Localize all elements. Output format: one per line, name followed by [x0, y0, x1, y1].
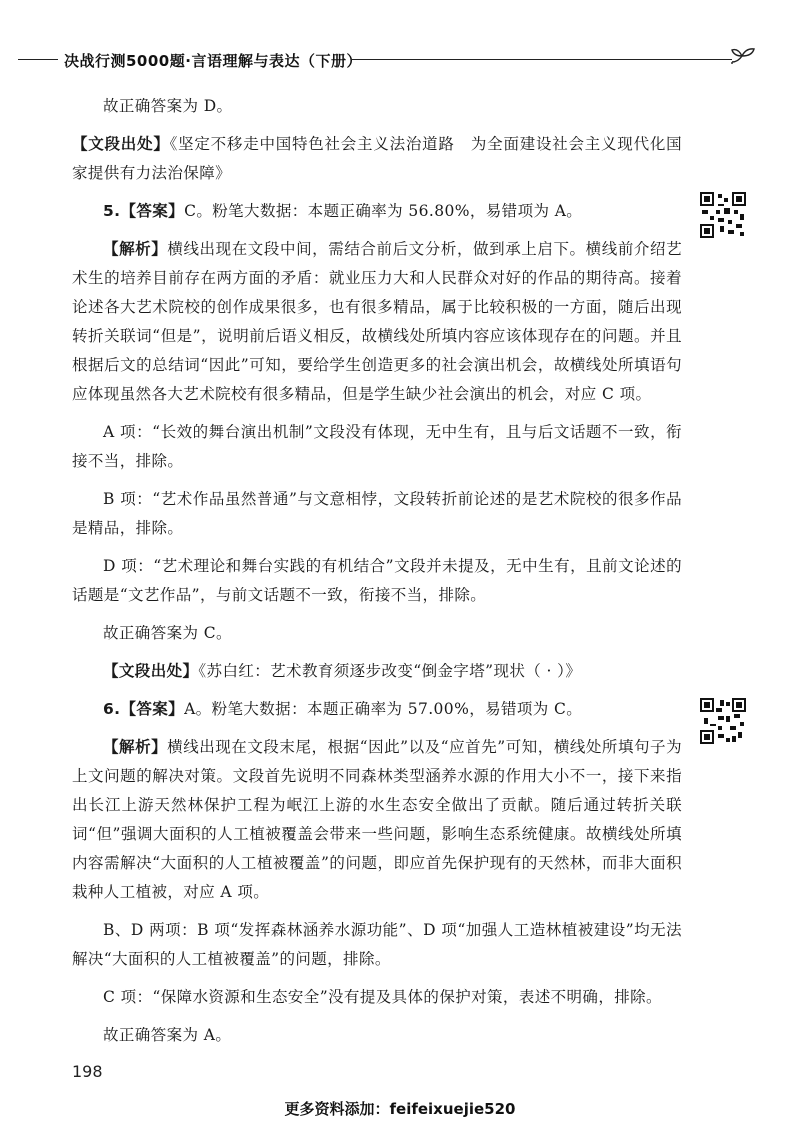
paragraph-text: A。粉笔大数据：本题正确率为 57.00%，易错项为 C。: [184, 700, 583, 718]
paragraph: [72, 733, 682, 907]
paragraph: [72, 657, 682, 686]
paragraph: [72, 1021, 682, 1050]
page-header: [0, 48, 800, 72]
paragraph: [72, 983, 682, 1012]
paragraph-text: 《坚定不移走中国特色社会主义法治道路 为全面建设社会主义现代化国家提供有力法治保障》: [72, 135, 682, 182]
page-body: [72, 92, 682, 1059]
paragraph: [72, 485, 682, 543]
paragraph-text: C 项：“保障水资源和生态安全”没有提及具体的保护对策，表述不明确，排除。: [103, 988, 662, 1006]
sprout-icon: [728, 42, 756, 70]
qr-code-icon[interactable]: [700, 698, 746, 744]
section-tag: 5.【答案】: [103, 202, 185, 220]
paragraph-text: A 项：“长效的舞台演出机制”文段没有体现，无中生有，且与后文话题不一致，衔接不当，排除。: [72, 423, 682, 470]
paragraph-text: 横线出现在文段中间，需结合前后文分析，做到承上启下。横线前介绍艺术生的培养目前存在两方面的矛盾：就业压力大和人民群众对好的作品的期待高。接着论述各大艺术院校的创作成果很多，也有很多精品，属于比较积极的一方面，随后出现转折关联词“但是”，说明前后语义相反，故横线处所填内容应该体现存在的问题。并且根据后文的总结词“因此”可知，要给学生创造更多的社会演出机会，故横线处所填语句应体现虽然各大艺术院校有很多精品，但是学生缺少社会演出的机会，对应 C 项。: [72, 240, 682, 403]
paragraph-text: 《苏白红：艺术教育须逐步改变“倒金字塔”现状（ · ）》: [198, 662, 582, 680]
paragraph: [72, 552, 682, 610]
section-tag: 6.【答案】: [103, 700, 185, 718]
paragraph: [72, 92, 682, 121]
paragraph-text: C。粉笔大数据：本题正确率为 56.80%，易错项为 A。: [184, 202, 583, 220]
paragraph-text: 故正确答案为 D。: [103, 97, 233, 115]
paragraph-text: D 项：“艺术理论和舞台实践的有机结合”文段并未提及，无中生有，且前文论述的话题是“文艺作品”，与前文话题不一致，衔接不当，排除。: [72, 557, 682, 604]
section-tag: 【解析】: [103, 240, 168, 258]
page-number: 198: [72, 1062, 103, 1081]
paragraph: [72, 130, 682, 188]
paragraph-text: B、D 两项：B 项“发挥森林涵养水源功能”、D 项“加强人工造林植被建设”均无法解决“大面积的人工植被覆盖”的问题，排除。: [72, 921, 682, 968]
paragraph-text: 故正确答案为 A。: [103, 1026, 232, 1044]
header-title: 决战行测5000题·言语理解与表达（下册）: [64, 52, 362, 70]
section-tag: 【文段出处】: [103, 662, 199, 680]
section-tag: 【文段出处】: [72, 135, 170, 153]
qr-code-icon[interactable]: [700, 192, 746, 238]
paragraph-text: B 项：“艺术作品虽然普通”与文意相悖，文段转折前论述的是艺术院校的很多作品是精品，排除。: [72, 490, 682, 537]
paragraph-text: 横线出现在文段末尾，根据“因此”以及“应首先”可知，横线处所填句子为上文问题的解决对策。文段首先说明不同森林类型涵养水源的作用大小不一，接下来指出长江上游天然林保护工程为岷江上游的水生态安全做出了贡献。随后通过转折关联词“但”强调大面积的人工植被覆盖会带来一些问题，影响生态系统健康。故横线处所填内容需解决“大面积的人工植被覆盖”的问题，即应首先保护现有的天然林，而非大面积栽种人工植被，对应 A 项。: [72, 738, 682, 901]
paragraph: [72, 695, 682, 724]
footer-note: 更多资料添加：feifeixuejie520: [284, 1100, 516, 1118]
paragraph: [72, 619, 682, 648]
paragraph: [72, 197, 682, 226]
paragraph-text: 故正确答案为 C。: [103, 624, 232, 642]
section-tag: 【解析】: [103, 738, 168, 756]
header-rule-left: [18, 59, 58, 60]
header-rule-right: [352, 59, 732, 60]
paragraph: [72, 916, 682, 974]
paragraph: [72, 418, 682, 476]
paragraph: [72, 235, 682, 409]
